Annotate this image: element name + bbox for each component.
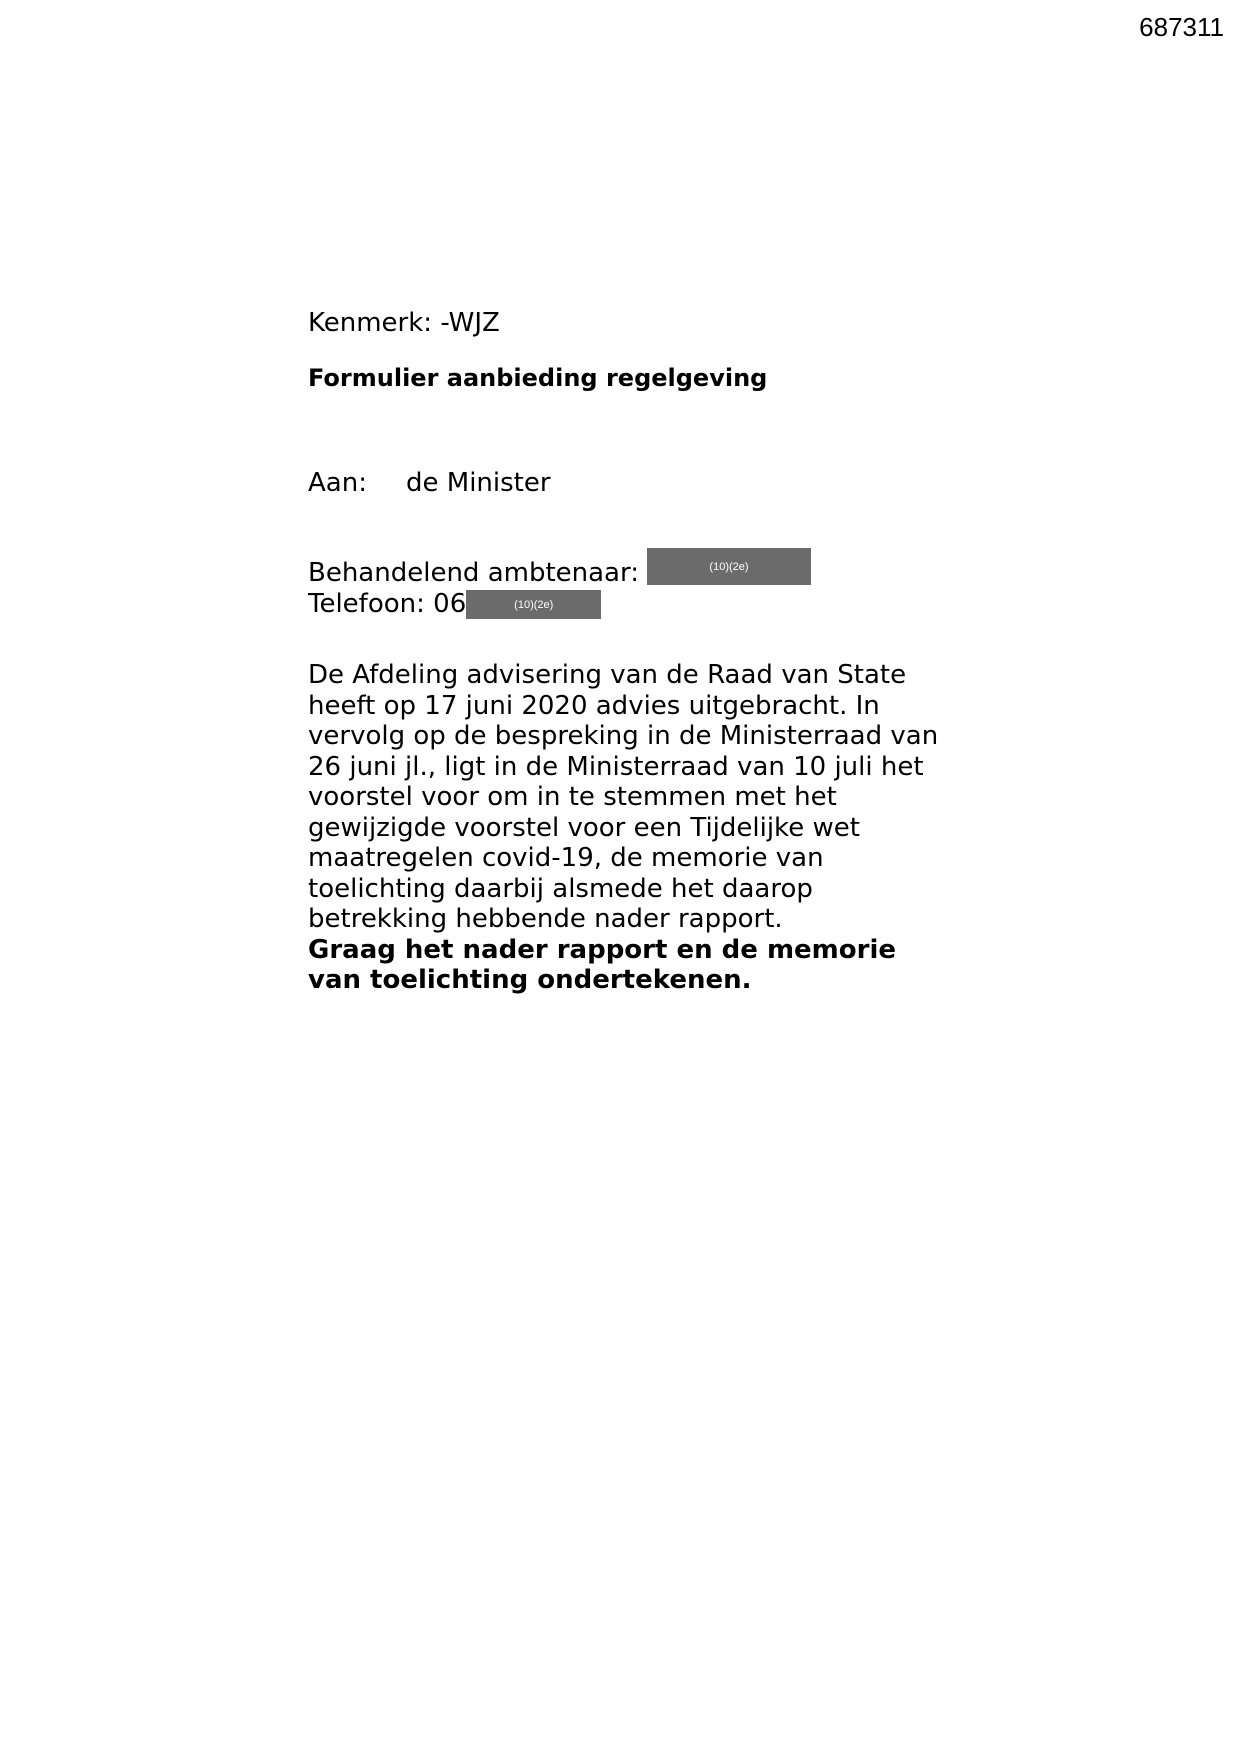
phone-row bbox=[308, 589, 958, 620]
body-text bbox=[308, 660, 958, 996]
signature-request: Graag het nader rapport en de memorie van toelichting ondertekenen. bbox=[308, 934, 897, 995]
official-label: Behandelend ambtenaar: bbox=[308, 558, 639, 588]
recipient-value: de Minister bbox=[406, 468, 551, 498]
official-row bbox=[308, 558, 958, 589]
advice-paragraph: De Afdeling advisering van de Raad van State heeft op 17 juni 2020 advies uitgebracht. In vervolg op de bespreking in de Ministerraad van 26 juni jl., ligt in de Ministerraad van 10 juli het voorstel voor om in te stemmen met het gewijzigde voorstel voor een Tijdelijke wet maatregelen covid-19, de memorie van toelichting daarbij alsmede het daarop betrekking hebbende nader rapport. bbox=[308, 660, 939, 934]
document-number: 687311 bbox=[1139, 12, 1224, 42]
phone-redaction-box: (10)(2e) bbox=[466, 590, 601, 619]
official-redaction-box: (10)(2e) bbox=[647, 548, 811, 585]
document-body bbox=[308, 306, 958, 996]
form-title: Formulier aanbieding regelgeving bbox=[308, 364, 768, 392]
recipient-row bbox=[308, 466, 958, 500]
recipient-label: Aan: bbox=[308, 468, 367, 498]
kenmerk-reference: Kenmerk: -WJZ bbox=[308, 308, 500, 338]
phone-label: Telefoon: 06 bbox=[308, 589, 467, 619]
contact-block bbox=[308, 558, 958, 620]
